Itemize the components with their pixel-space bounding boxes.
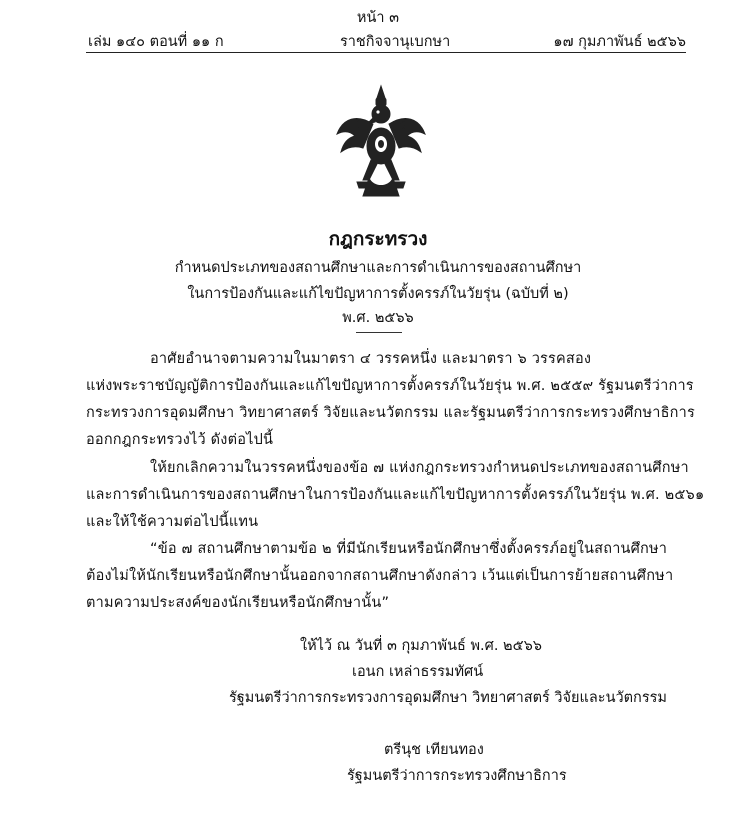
paragraph-2-line-3: และให้ใช้ความต่อไปนี้แทน [86,514,259,530]
paragraph-1-line-4: ออกกฎกระทรวงไว้ ดังต่อไปนี้ [86,432,274,448]
signer-2-name: ตรีนุช เทียนทอง [384,742,484,758]
paragraph-2-line-2: และการดำเนินการของสถานศึกษาในการป้องกันและแก้ไขปัญหาการตั้งครรภ์ในวัยรุ่น พ.ศ. ๒๕๖๑ [86,487,705,503]
paragraph-1-line-2: แห่งพระราชบัญญัติการป้องกันและแก้ไขปัญหาการตั้งครรภ์ในวัยรุ่น พ.ศ. ๒๕๕๙ รัฐมนตรีว่าการ [86,378,694,394]
garuda-emblem-icon [333,84,429,202]
quoted-clause-line-2: ต้องไม่ให้นักเรียนหรือนักศึกษานั้นออกจากสถานศึกษาดังกล่าว เว้นแต่เป็นการย้ายสถานศึกษา [86,568,674,584]
document-type-title: กฎกระทรวง [328,228,428,250]
gazette-name: ราชกิจจานุเบกษา [340,34,451,50]
title-year: พ.ศ. ๒๕๖๖ [342,310,414,326]
quoted-clause-line-3: ตามความประสงค์ของนักเรียนหรือนักศึกษานั้น” [86,595,390,611]
title-line-1: กำหนดประเภทของสถานศึกษาและการดำเนินการของสถานศึกษา [174,260,582,276]
title-line-2: ในการป้องกันและแก้ไขปัญหาการตั้งครรภ์ในวัยรุ่น (ฉบับที่ ๒) [187,286,569,302]
given-date: ให้ไว้ ณ วันที่ ๓ กุมภาพันธ์ พ.ศ. ๒๕๖๖ [300,638,542,654]
quoted-clause-line-1: “ข้อ ๗ สถานศึกษาตามข้อ ๒ ที่มีนักเรียนหรือนักศึกษาซึ่งตั้งครรภ์อยู่ในสถานศึกษา [150,541,668,557]
paragraph-2-line-1: ให้ยกเลิกความในวรรคหนึ่งของข้อ ๗ แห่งกฎกระทรวงกำหนดประเภทของสถานศึกษา [150,460,689,476]
page-number: หน้า ๓ [356,10,400,26]
signer-2-title: รัฐมนตรีว่าการกระทรวงศึกษาธิการ [347,768,567,784]
signer-1-name: เอนก เหล่าธรรมทัศน์ [352,664,484,680]
header-rule [86,52,686,53]
paragraph-1-line-3: กระทรวงการอุดมศึกษา วิทยาศาสตร์ วิจัยและนวัตกรรม และรัฐมนตรีว่าการกระทรวงศึกษาธิการ [86,405,695,421]
title-rule [356,332,402,333]
paragraph-1-line-1: อาศัยอำนาจตามความในมาตรา ๔ วรรคหนึ่ง และมาตรา ๖ วรรคสอง [150,351,592,367]
publication-date: ๑๗ กุมภาพันธ์ ๒๕๖๖ [553,34,686,50]
signer-1-title: รัฐมนตรีว่าการกระทรวงการอุดมศึกษา วิทยาศาสตร์ วิจัยและนวัตกรรม [229,690,667,706]
volume-issue: เล่ม ๑๔๐ ตอนที่ ๑๑ ก [88,34,224,50]
